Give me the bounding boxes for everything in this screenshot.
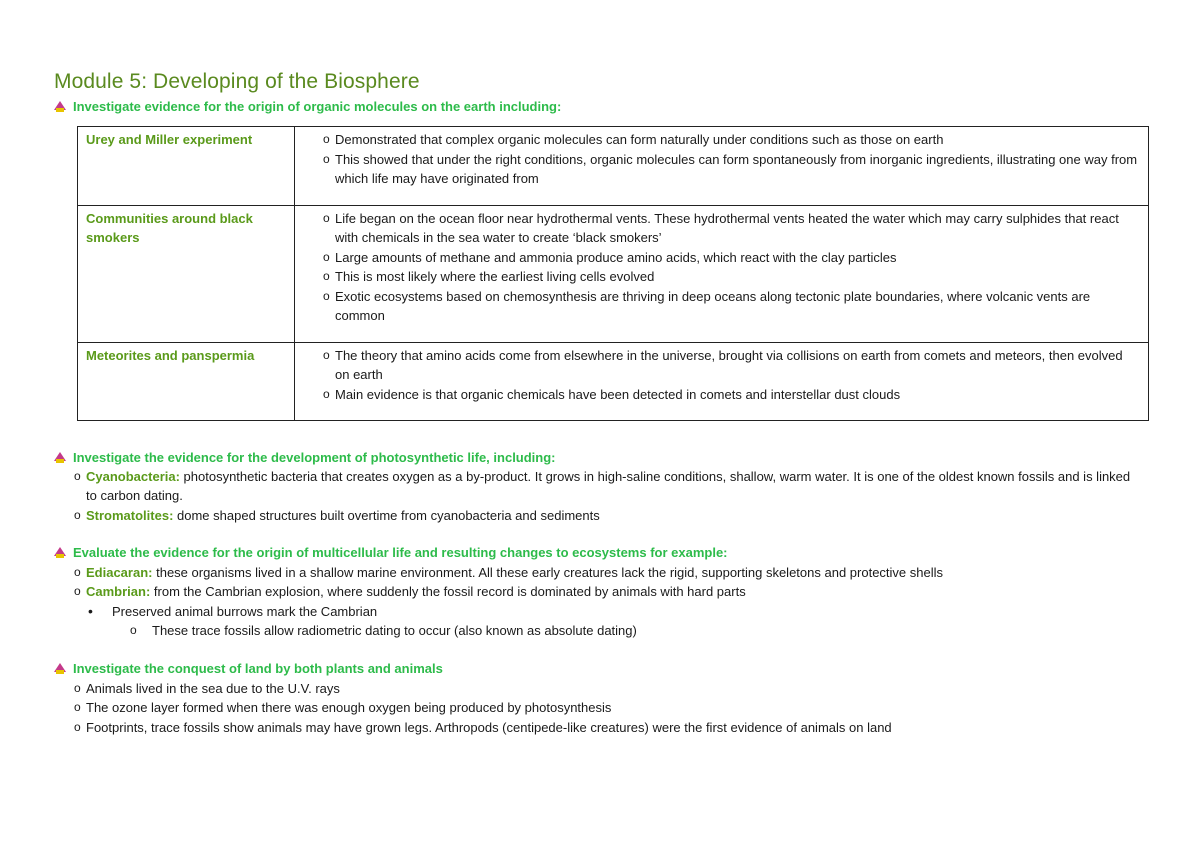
- multicellular-list: [74, 563, 1134, 640]
- list-item: [74, 506, 1134, 525]
- term-text: these organisms lived in a shallow marine environment. All these early creatures lack the rigid, supporting skeletons and protective shells: [152, 565, 943, 580]
- row-content: [295, 127, 1149, 206]
- table-row: [78, 342, 1149, 421]
- term-text: photosynthetic bacteria that creates oxygen as a by-product. It grows in high-saline conditions, shallow, warm water. It is one of the oldest known fossils and is linked to carbon dating.: [86, 469, 1131, 504]
- section-heading-1: [52, 99, 561, 114]
- list-item: o Large amounts of methane and ammonia produce amino acids, which react with the clay particles: [323, 248, 1140, 268]
- land-conquest-list: [74, 679, 1134, 737]
- section-heading-text: Investigate the conquest of land by both plants and animals: [73, 661, 443, 676]
- list-item: [74, 582, 1134, 601]
- arrow-bullet-icon: [52, 662, 66, 676]
- list-item: o This showed that under the right conditions, organic molecules can form spontaneously from inorganic ingredients, illustrating one way from which life may have originated from: [323, 150, 1140, 189]
- table-row: [78, 205, 1149, 342]
- section-heading-3: [52, 545, 728, 560]
- section-heading-text: Investigate evidence for the origin of organic molecules on the earth including:: [73, 99, 562, 114]
- row-label: Communities around black smokers: [78, 205, 295, 342]
- arrow-bullet-icon: [52, 100, 66, 114]
- list-item: o Animals lived in the sea due to the U.V. rays: [74, 679, 1134, 698]
- row-content: [295, 342, 1149, 421]
- list-item: [74, 563, 1134, 582]
- row-label: Urey and Miller experiment: [78, 127, 295, 206]
- page-title: Module 5: Developing of the Biosphere: [54, 70, 420, 93]
- section-heading-2: [52, 450, 556, 465]
- term-text: dome shaped structures built overtime from cyanobacteria and sediments: [173, 507, 600, 523]
- section-heading-text: Investigate the evidence for the development of photosynthetic life, including:: [73, 450, 556, 465]
- term-text: from the Cambrian explosion, where suddenly the fossil record is dominated by animals with hard parts: [150, 584, 746, 600]
- arrow-bullet-icon: [52, 451, 66, 465]
- photosynthetic-list: [74, 467, 1134, 525]
- list-item: o Demonstrated that complex organic molecules can form naturally under conditions such as those on earth: [323, 130, 1140, 150]
- section-heading-4: [52, 661, 443, 676]
- evidence-table: [77, 126, 1149, 421]
- table-row: [78, 127, 1149, 206]
- term-label: Ediacaran:: [86, 565, 153, 580]
- section-heading-text: Evaluate the evidence for the origin of multicellular life and resulting changes to ecosystems for example:: [73, 545, 728, 560]
- term-label: Stromatolites:: [86, 507, 174, 523]
- list-item: o Footprints, trace fossils show animals may have grown legs. Arthropods (centipede-like creatures) were the first evidence of animals on land: [74, 718, 1134, 737]
- list-item: o This is most likely where the earliest living cells evolved: [323, 267, 1140, 287]
- list-item: o Life began on the ocean floor near hydrothermal vents. These hydrothermal vents heated the water which may carry sulphides that react with chemicals in the sea water to create ‘black smokers’: [323, 209, 1140, 248]
- list-item: o Main evidence is that organic chemicals have been detected in comets and interstellar dust clouds: [323, 385, 1140, 405]
- sub-sub-list-item: o These trace fossils allow radiometric dating to occur (also known as absolute dating): [74, 621, 1134, 640]
- list-item: o The ozone layer formed when there was enough oxygen being produced by photosynthesis: [74, 698, 1134, 717]
- term-label: Cambrian:: [86, 584, 151, 600]
- row-label: Meteorites and panspermia: [78, 342, 295, 421]
- list-item: o Exotic ecosystems based on chemosynthesis are thriving in deep oceans along tectonic plate boundaries, where volcanic vents are common: [323, 287, 1140, 326]
- list-item: [74, 467, 1134, 506]
- sub-list-item: • Preserved animal burrows mark the Cambrian: [74, 602, 1134, 621]
- arrow-bullet-icon: [52, 546, 66, 560]
- term-label: Cyanobacteria:: [86, 469, 180, 484]
- list-item: o The theory that amino acids come from elsewhere in the universe, brought via collisions on earth from comets and meteors, then evolved on earth: [323, 346, 1140, 385]
- row-content: [295, 205, 1149, 342]
